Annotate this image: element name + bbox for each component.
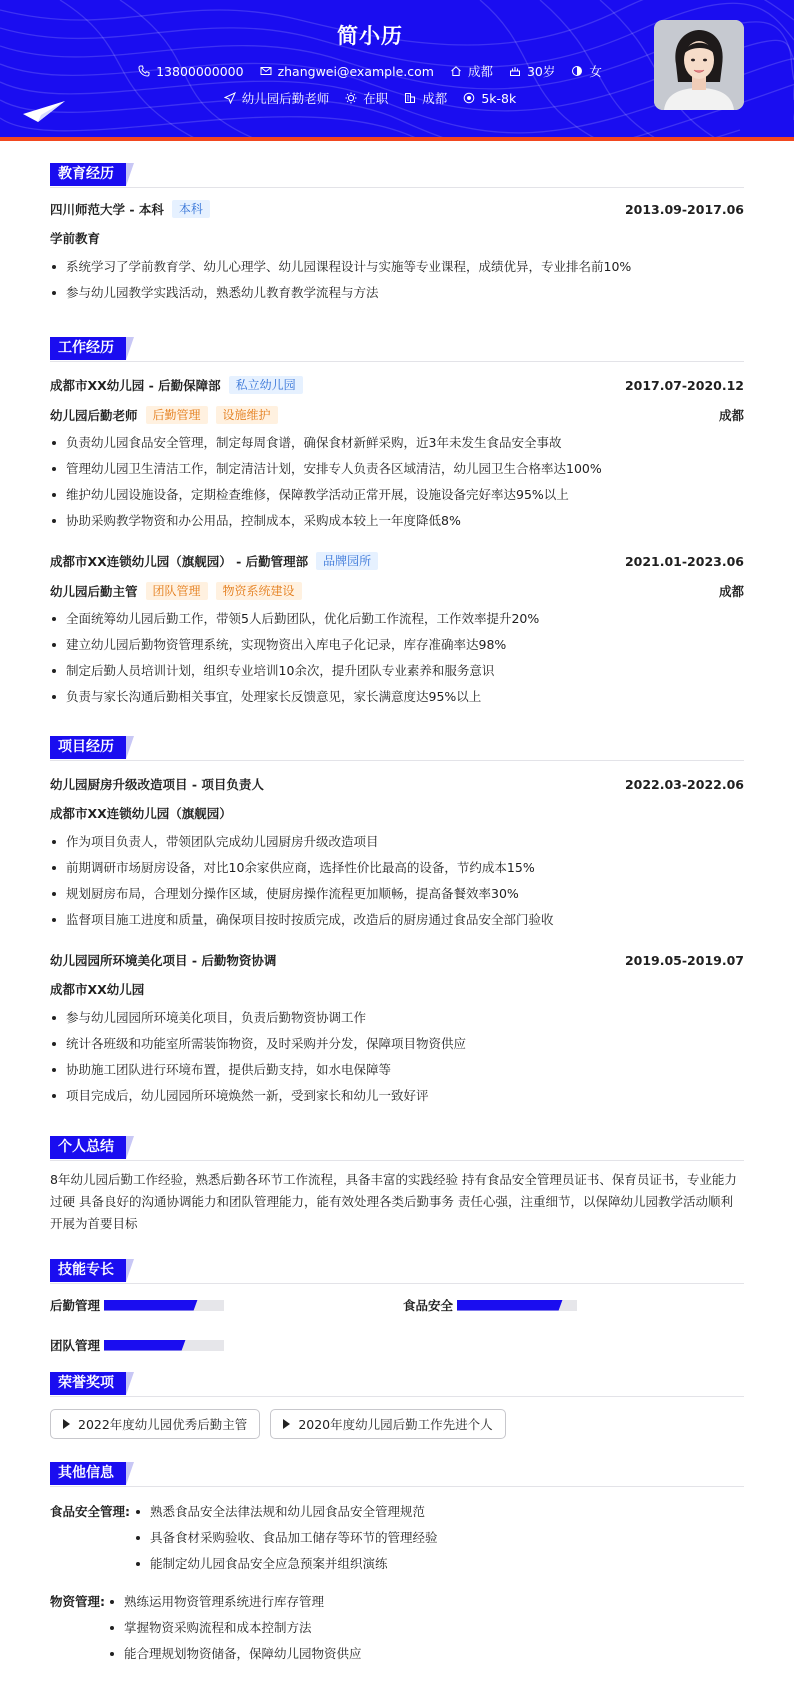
mail-icon: [260, 65, 272, 77]
skill-name: 后勤管理: [50, 1298, 101, 1313]
company-badge: 私立幼儿园: [229, 376, 303, 394]
project-bullets: [50, 1005, 744, 1109]
skills-list: [50, 1284, 744, 1364]
role-tag: 后勤管理: [146, 406, 208, 424]
project-title: 幼儿园厨房升级改造项目 - 项目负责人: [50, 777, 264, 792]
section-title-label: 个人总结: [50, 1136, 126, 1159]
section-title: [50, 162, 744, 188]
work-city: 成都: [718, 408, 744, 423]
sun-icon: [345, 92, 357, 104]
list-item: 能制定幼儿园食品安全应急预案并组织演练: [134, 1551, 438, 1577]
job-item: [224, 89, 330, 107]
phone-text: 13800000000: [156, 63, 244, 79]
other-group: [50, 1499, 744, 1577]
section-title: [50, 1371, 744, 1397]
list-item: 制定后勤人员培训计划，组织专业培训10余次，提升团队专业素养和服务意识: [50, 658, 744, 684]
education-entry-header: [50, 198, 744, 220]
list-item: 监督项目施工进度和质量，确保项目按时按质完成，改造后的厨房通过食品安全部门验收: [50, 907, 744, 933]
list-item: 规划厨房布局，合理划分操作区域，使厨房操作流程更加顺畅，提高备餐效率30%: [50, 881, 744, 907]
list-item: 系统学习了学前教育学、幼儿心理学、幼儿园课程设计与实施等专业课程，成绩优异，专业排名前10%: [50, 254, 744, 280]
other-group-label: 食品安全管理:: [50, 1504, 130, 1519]
project-title: 幼儿园园所环境美化项目 - 后勤物资协调: [50, 953, 277, 968]
gender-item: [571, 62, 602, 80]
role-title: 幼儿园后勤老师: [50, 408, 138, 423]
project-bullets: [50, 829, 744, 933]
section-title-label: 教育经历: [50, 163, 126, 186]
building-icon: [404, 92, 416, 104]
awards-list: [50, 1409, 744, 1439]
skill-bar-fill: [457, 1300, 563, 1311]
skill-item: [50, 1336, 224, 1354]
list-item: 协助施工团队进行环境布置，提供后勤支持，如水电保障等: [50, 1057, 744, 1083]
other-group: [50, 1589, 744, 1667]
paper-plane-icon: [22, 100, 66, 126]
list-item: 建立幼儿园后勤物资管理系统，实现物资出入库电子化记录，库存准确率达98%: [50, 632, 744, 658]
status-text: 在职: [363, 91, 389, 106]
company-badge: 品牌园所: [316, 552, 378, 570]
status-item: [345, 89, 388, 107]
avatar: [654, 20, 744, 110]
summary-section: [50, 1135, 744, 1235]
list-item: 维护幼儿园设施设备，定期检查维修，保障教学活动正常开展，设施设备完好率达95%以上: [50, 482, 744, 508]
project-org: 成都市XX连锁幼儿园（旗舰园）: [50, 806, 232, 821]
list-item: 作为项目负责人，带领团队完成幼儿园厨房升级改造项目: [50, 829, 744, 855]
city-item: [404, 89, 447, 107]
city-text: 成都: [422, 91, 448, 106]
awards-section: [50, 1371, 744, 1439]
work-entry-header: [50, 374, 744, 396]
job-row: [60, 89, 680, 107]
section-title: [50, 735, 744, 761]
resume-header: [0, 0, 794, 141]
award-text: 2022年度幼儿园优秀后勤主管: [78, 1417, 248, 1432]
degree-badge: 本科: [172, 200, 210, 218]
project-entry: [50, 949, 744, 1109]
play-triangle-icon: [283, 1419, 290, 1429]
list-item: 统计各班级和功能室所需装饰物资，及时采购并分发，保障项目物资供应: [50, 1031, 744, 1057]
summary-text: 8年幼儿园后勤工作经验，熟悉后勤各环节工作流程，具备丰富的实践经验 持有食品安全管理员证书、保育员证书，专业能力过硬 具备良好的沟通协调能力和团队管理能力，能有效处理各类后勤事务 责任心强，注重细节，以保障幼儿园教学活动顺利开展为首要目标: [50, 1172, 737, 1231]
email-item: [260, 64, 434, 79]
work-date: 2021.01-2023.06: [624, 553, 744, 569]
section-title: [50, 1258, 744, 1284]
education-bullets: [50, 254, 744, 306]
work-section: [50, 336, 744, 710]
other-group-items: [108, 1589, 362, 1667]
gender-icon: [571, 65, 583, 77]
section-divider: [50, 1486, 744, 1487]
list-item: 能合理规划物资储备，保障幼儿园物资供应: [108, 1641, 362, 1667]
skills-section: [50, 1258, 744, 1364]
cake-icon: [509, 65, 521, 77]
skill-item: [50, 1296, 224, 1314]
school-name: 四川师范大学 - 本科: [50, 202, 164, 217]
age-text: 30岁: [526, 64, 556, 79]
role-tag: 团队管理: [146, 582, 208, 600]
section-title-label: 技能专长: [50, 1259, 126, 1282]
projects-section: [50, 735, 744, 1109]
project-header: [50, 949, 744, 971]
skill-bar: [104, 1300, 224, 1311]
section-title-label: 工作经历: [50, 337, 126, 360]
list-item: 负责与家长沟通后勤相关事宜，处理家长反馈意见，家长满意度达95%以上: [50, 684, 744, 710]
project-date: 2019.05-2019.07: [624, 952, 744, 968]
list-item: 熟悉食品安全法律法规和幼儿园食品安全管理规范: [134, 1499, 438, 1525]
salary-item: [463, 91, 516, 106]
avatar-portrait-icon: [654, 20, 744, 110]
skill-name: 食品安全: [403, 1298, 454, 1313]
education-date: 2013.09-2017.06: [624, 201, 744, 217]
company-name: 成都市XX连锁幼儿园（旗舰园） - 后勤管理部: [50, 554, 309, 569]
role-tag: 物资系统建设: [216, 582, 302, 600]
section-title-label: 项目经历: [50, 736, 126, 759]
role-tag: 设施维护: [216, 406, 278, 424]
list-item: 参与幼儿园园所环境美化项目，负责后勤物资协调工作: [50, 1005, 744, 1031]
skill-item: [403, 1296, 577, 1314]
project-entry: [50, 773, 744, 933]
work-role-row: [50, 580, 744, 602]
other-group-items: [134, 1499, 438, 1577]
other-group-label: 物资管理:: [50, 1594, 105, 1609]
salary-text: 5k-8k: [481, 90, 517, 106]
work-city: 成都: [718, 584, 744, 599]
work-bullets: [50, 606, 744, 710]
skill-bar: [457, 1300, 577, 1311]
age-item: [509, 62, 555, 80]
work-entry: [50, 374, 744, 534]
section-divider: [50, 1396, 744, 1397]
coin-icon: [463, 92, 475, 104]
section-title: [50, 1461, 744, 1487]
location-text: 成都: [467, 64, 493, 79]
job-text: 幼儿园后勤老师: [241, 91, 330, 106]
section-title: [50, 1135, 744, 1161]
list-item: 掌握物资采购流程和成本控制方法: [108, 1615, 362, 1641]
list-item: 全面统筹幼儿园后勤工作，带领5人后勤团队，优化后勤工作流程，工作效率提升20%: [50, 606, 744, 632]
project-date: 2022.03-2022.06: [624, 776, 744, 792]
work-date: 2017.07-2020.12: [624, 377, 744, 393]
section-divider: [50, 1160, 744, 1161]
section-title-label: 其他信息: [50, 1462, 126, 1485]
gender-text: 女: [589, 64, 602, 79]
section-divider: [50, 760, 744, 761]
work-entry: [50, 550, 744, 710]
list-item: 熟练运用物资管理系统进行库存管理: [108, 1589, 362, 1615]
project-header: [50, 773, 744, 795]
list-item: 项目完成后，幼儿园园所环境焕然一新，受到家长和幼儿一致好评: [50, 1083, 744, 1109]
candidate-name: 简小历: [337, 24, 403, 48]
list-item: 具备食材采购验收、食品加工储存等环节的管理经验: [134, 1525, 438, 1551]
section-divider: [50, 361, 744, 362]
section-divider: [50, 187, 744, 188]
play-triangle-icon: [63, 1419, 70, 1429]
award-chip: [50, 1409, 260, 1439]
section-title-label: 荣誉奖项: [50, 1372, 126, 1395]
list-item: 参与幼儿园教学实践活动，熟悉幼儿教育教学流程与方法: [50, 280, 744, 306]
award-text: 2020年度幼儿园后勤工作先进个人: [298, 1417, 493, 1432]
major: 学前教育: [50, 231, 101, 246]
phone-icon: [138, 65, 150, 77]
location-item: [450, 62, 493, 80]
contact-row: [60, 62, 680, 80]
skill-bar-fill: [104, 1340, 186, 1351]
phone-item: [138, 64, 243, 79]
skill-bar: [104, 1340, 224, 1351]
award-chip: [270, 1409, 505, 1439]
company-name: 成都市XX幼儿园 - 后勤保障部: [50, 378, 221, 393]
skill-bar-fill: [104, 1300, 198, 1311]
role-title: 幼儿园后勤主管: [50, 584, 138, 599]
other-section: [50, 1461, 744, 1667]
work-bullets: [50, 430, 744, 534]
list-item: 负责幼儿园食品安全管理，制定每周食谱，确保食材新鲜采购，近3年未发生食品安全事故: [50, 430, 744, 456]
list-item: 协助采购教学物资和办公用品，控制成本，采购成本较上一年度降低8%: [50, 508, 744, 534]
work-role-row: [50, 404, 744, 426]
list-item: 前期调研市场厨房设备，对比10余家供应商，选择性价比最高的设备，节约成本15%: [50, 855, 744, 881]
skill-name: 团队管理: [50, 1338, 101, 1353]
project-org: 成都市XX幼儿园: [50, 982, 145, 997]
home-icon: [450, 65, 462, 77]
education-section: [50, 162, 744, 306]
email-text: zhangwei@example.com: [277, 63, 434, 79]
send-icon: [224, 92, 236, 104]
list-item: 管理幼儿园卫生清洁工作，制定清洁计划，安排专人负责各区域清洁，幼儿园卫生合格率达100%: [50, 456, 744, 482]
work-entry-header: [50, 550, 744, 572]
section-title: [50, 336, 744, 362]
